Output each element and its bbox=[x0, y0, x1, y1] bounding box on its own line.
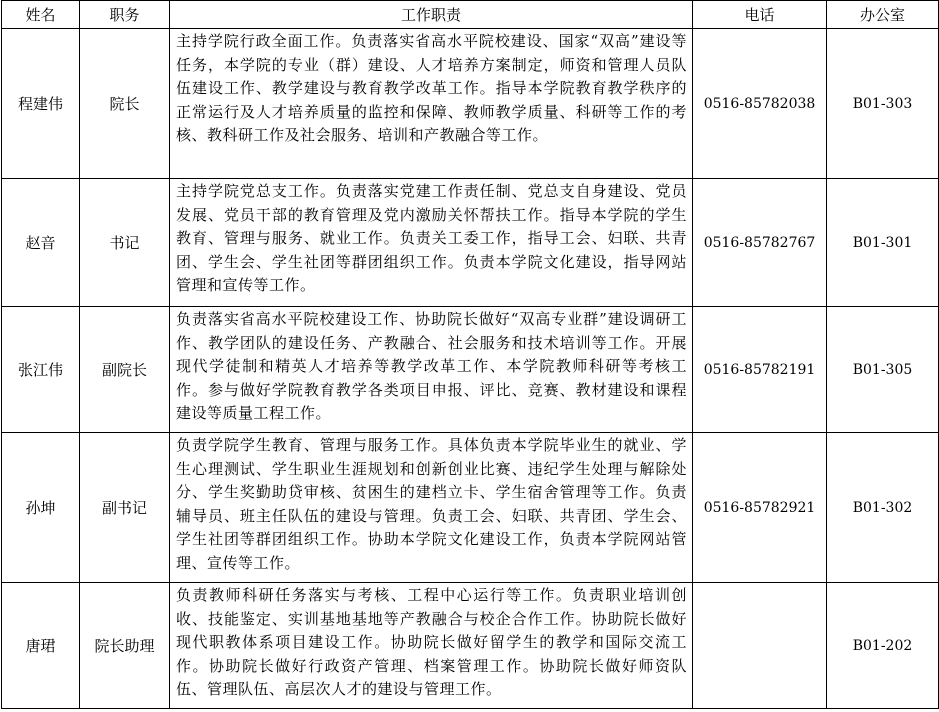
cell-phone: 0516-85782191 bbox=[693, 307, 827, 433]
cell-position: 院长 bbox=[80, 29, 170, 179]
duties-text: 负责学院学生教育、管理与服务工作。具体负责本学院毕业生的就业、学生心理测试、学生职业生涯规划和创新创业比赛、违纪学生处理与解除处分、学生奖勤助贷审核、贫困生的建档立卡、学生宿舍管理等工作。负责辅导员、班主任队伍的建设与管理。负责工会、妇联、共青团、学生会、学生社团等群团组织工作。协助本学院文化建设工作，负责本学院网站管理、宣传等工作。 bbox=[176, 436, 687, 572]
cell-office: B01-305 bbox=[827, 307, 939, 433]
cell-duties bbox=[170, 583, 693, 709]
duties-text: 负责落实省高水平院校建设工作、协助院长做好“双高专业群”建设调研工作、教学团队的建设任务、产教融合、社会服务和技术培训等工作。开展现代学徒制和精英人才培养等教学改革工作、本学院教师科研等考核工作。参与做好学院教育教学各类项目申报、评比、竞赛、教材建设和课程建设等质量工程工作。 bbox=[176, 310, 687, 422]
header-phone: 电话 bbox=[693, 1, 827, 29]
header-position: 职务 bbox=[80, 1, 170, 29]
cell-office: B01-302 bbox=[827, 433, 939, 583]
header-row bbox=[2, 1, 939, 29]
cell-office: B01-301 bbox=[827, 179, 939, 307]
cell-phone: 0516-85782767 bbox=[693, 179, 827, 307]
cell-name: 程建伟 bbox=[2, 29, 80, 179]
table-row bbox=[2, 583, 939, 709]
header-office: 办公室 bbox=[827, 1, 939, 29]
table-row bbox=[2, 307, 939, 433]
duties-text: 主持学院行政全面工作。负责落实省高水平院校建设、国家“双高”建设等任务，本学院的专业（群）建设、人才培养方案制定，师资和管理人员队伍建设工作、教学建设与教育教学改革工作。指导本学院教育教学秩序的正常运行及人才培养质量的监控和保障、教师教学质量、科研等工作的考核、教科研工作及社会服务、培训和产教融合等工作。 bbox=[176, 32, 687, 144]
cell-name: 张江伟 bbox=[2, 307, 80, 433]
cell-position: 院长助理 bbox=[80, 583, 170, 709]
cell-duties bbox=[170, 179, 693, 307]
header-name: 姓名 bbox=[2, 1, 80, 29]
cell-duties bbox=[170, 29, 693, 179]
cell-name: 赵音 bbox=[2, 179, 80, 307]
duties-text: 主持学院党总支工作。负责落实党建工作责任制、党总支自身建设、党员发展、党员干部的教育管理及党内激励关怀帮扶工作。指导本学院的学生教育、管理与服务、就业工作。负责关工委工作，指导工会、妇联、共青团、学生会、学生社团等群团组织工作。负责本学院文化建设，指导网站管理和宣传等工作。 bbox=[176, 182, 687, 294]
cell-phone bbox=[693, 583, 827, 709]
cell-duties bbox=[170, 307, 693, 433]
duties-text: 负责教师科研任务落实与考核、工程中心运行等工作。负责职业培训创收、技能鉴定、实训基地基地等产教融合与校企合作工作。协助院长做好现代职教体系项目建设工作。协助院长做好留学生的教学和国际交流工作。协助院长做好行政资产管理、档案管理工作。协助院长做好师资队伍、管理队伍、高层次人才的建设与管理工作。 bbox=[176, 586, 687, 698]
cell-phone: 0516-85782038 bbox=[693, 29, 827, 179]
cell-name: 孙坤 bbox=[2, 433, 80, 583]
cell-duties bbox=[170, 433, 693, 583]
cell-position: 副书记 bbox=[80, 433, 170, 583]
cell-name: 唐珺 bbox=[2, 583, 80, 709]
table-row bbox=[2, 29, 939, 179]
cell-position: 书记 bbox=[80, 179, 170, 307]
cell-phone: 0516-85782921 bbox=[693, 433, 827, 583]
cell-position: 副院长 bbox=[80, 307, 170, 433]
cell-office: B01-202 bbox=[827, 583, 939, 709]
cell-office: B01-303 bbox=[827, 29, 939, 179]
table-row bbox=[2, 433, 939, 583]
table-row bbox=[2, 179, 939, 307]
staff-table bbox=[1, 0, 939, 709]
header-duties: 工作职责 bbox=[170, 1, 693, 29]
